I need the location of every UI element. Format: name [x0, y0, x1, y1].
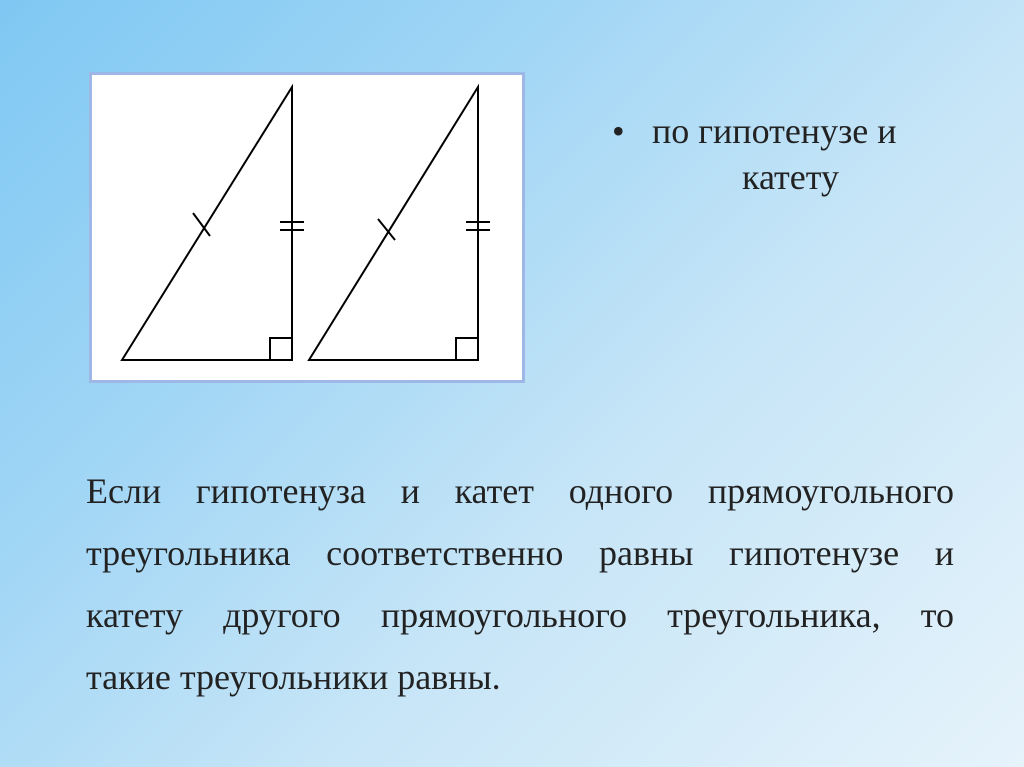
bullet-list — [612, 108, 912, 200]
triangle-2 — [309, 87, 490, 360]
theorem-word: одного — [568, 471, 674, 511]
theorem-word: соответственно — [326, 533, 564, 573]
theorem-line-4: такие треугольники равны. — [86, 657, 501, 697]
triangle-2-right-angle-mark — [456, 338, 478, 360]
triangles-svg — [92, 75, 522, 380]
theorem-word: гипотенуза — [195, 471, 366, 511]
theorem-word: катет — [454, 471, 535, 511]
theorem-word: и — [934, 533, 954, 573]
theorem-line-3 — [86, 584, 954, 646]
theorem-word: равны — [598, 533, 694, 573]
theorem-text — [86, 460, 954, 708]
bullet-text-line-1: по гипотенузе и — [652, 111, 897, 151]
triangle-1 — [122, 87, 304, 360]
theorem-word: и — [400, 471, 420, 511]
theorem-word: прямоугольного — [380, 595, 627, 635]
triangle-2-hypotenuse-tick — [378, 219, 395, 240]
triangles-figure — [89, 72, 525, 383]
triangle-2-outline — [309, 87, 478, 360]
bullet-text-line-2: катету — [742, 157, 839, 197]
theorem-word: гипотенузе — [729, 533, 900, 573]
theorem-word: треугольника, — [667, 595, 881, 635]
triangle-1-outline — [122, 87, 292, 360]
theorem-word: треугольника — [86, 533, 291, 573]
bullet-item — [612, 108, 912, 154]
bullet-marker: • — [612, 111, 625, 151]
theorem-word: Если — [86, 471, 162, 511]
theorem-line-1 — [86, 460, 954, 522]
theorem-word: прямоугольного — [707, 471, 954, 511]
theorem-word: другого — [223, 595, 341, 635]
triangle-1-right-angle-mark — [270, 338, 292, 360]
theorem-line-2 — [86, 522, 954, 584]
theorem-word: катету — [86, 595, 183, 635]
theorem-word: то — [920, 595, 954, 635]
